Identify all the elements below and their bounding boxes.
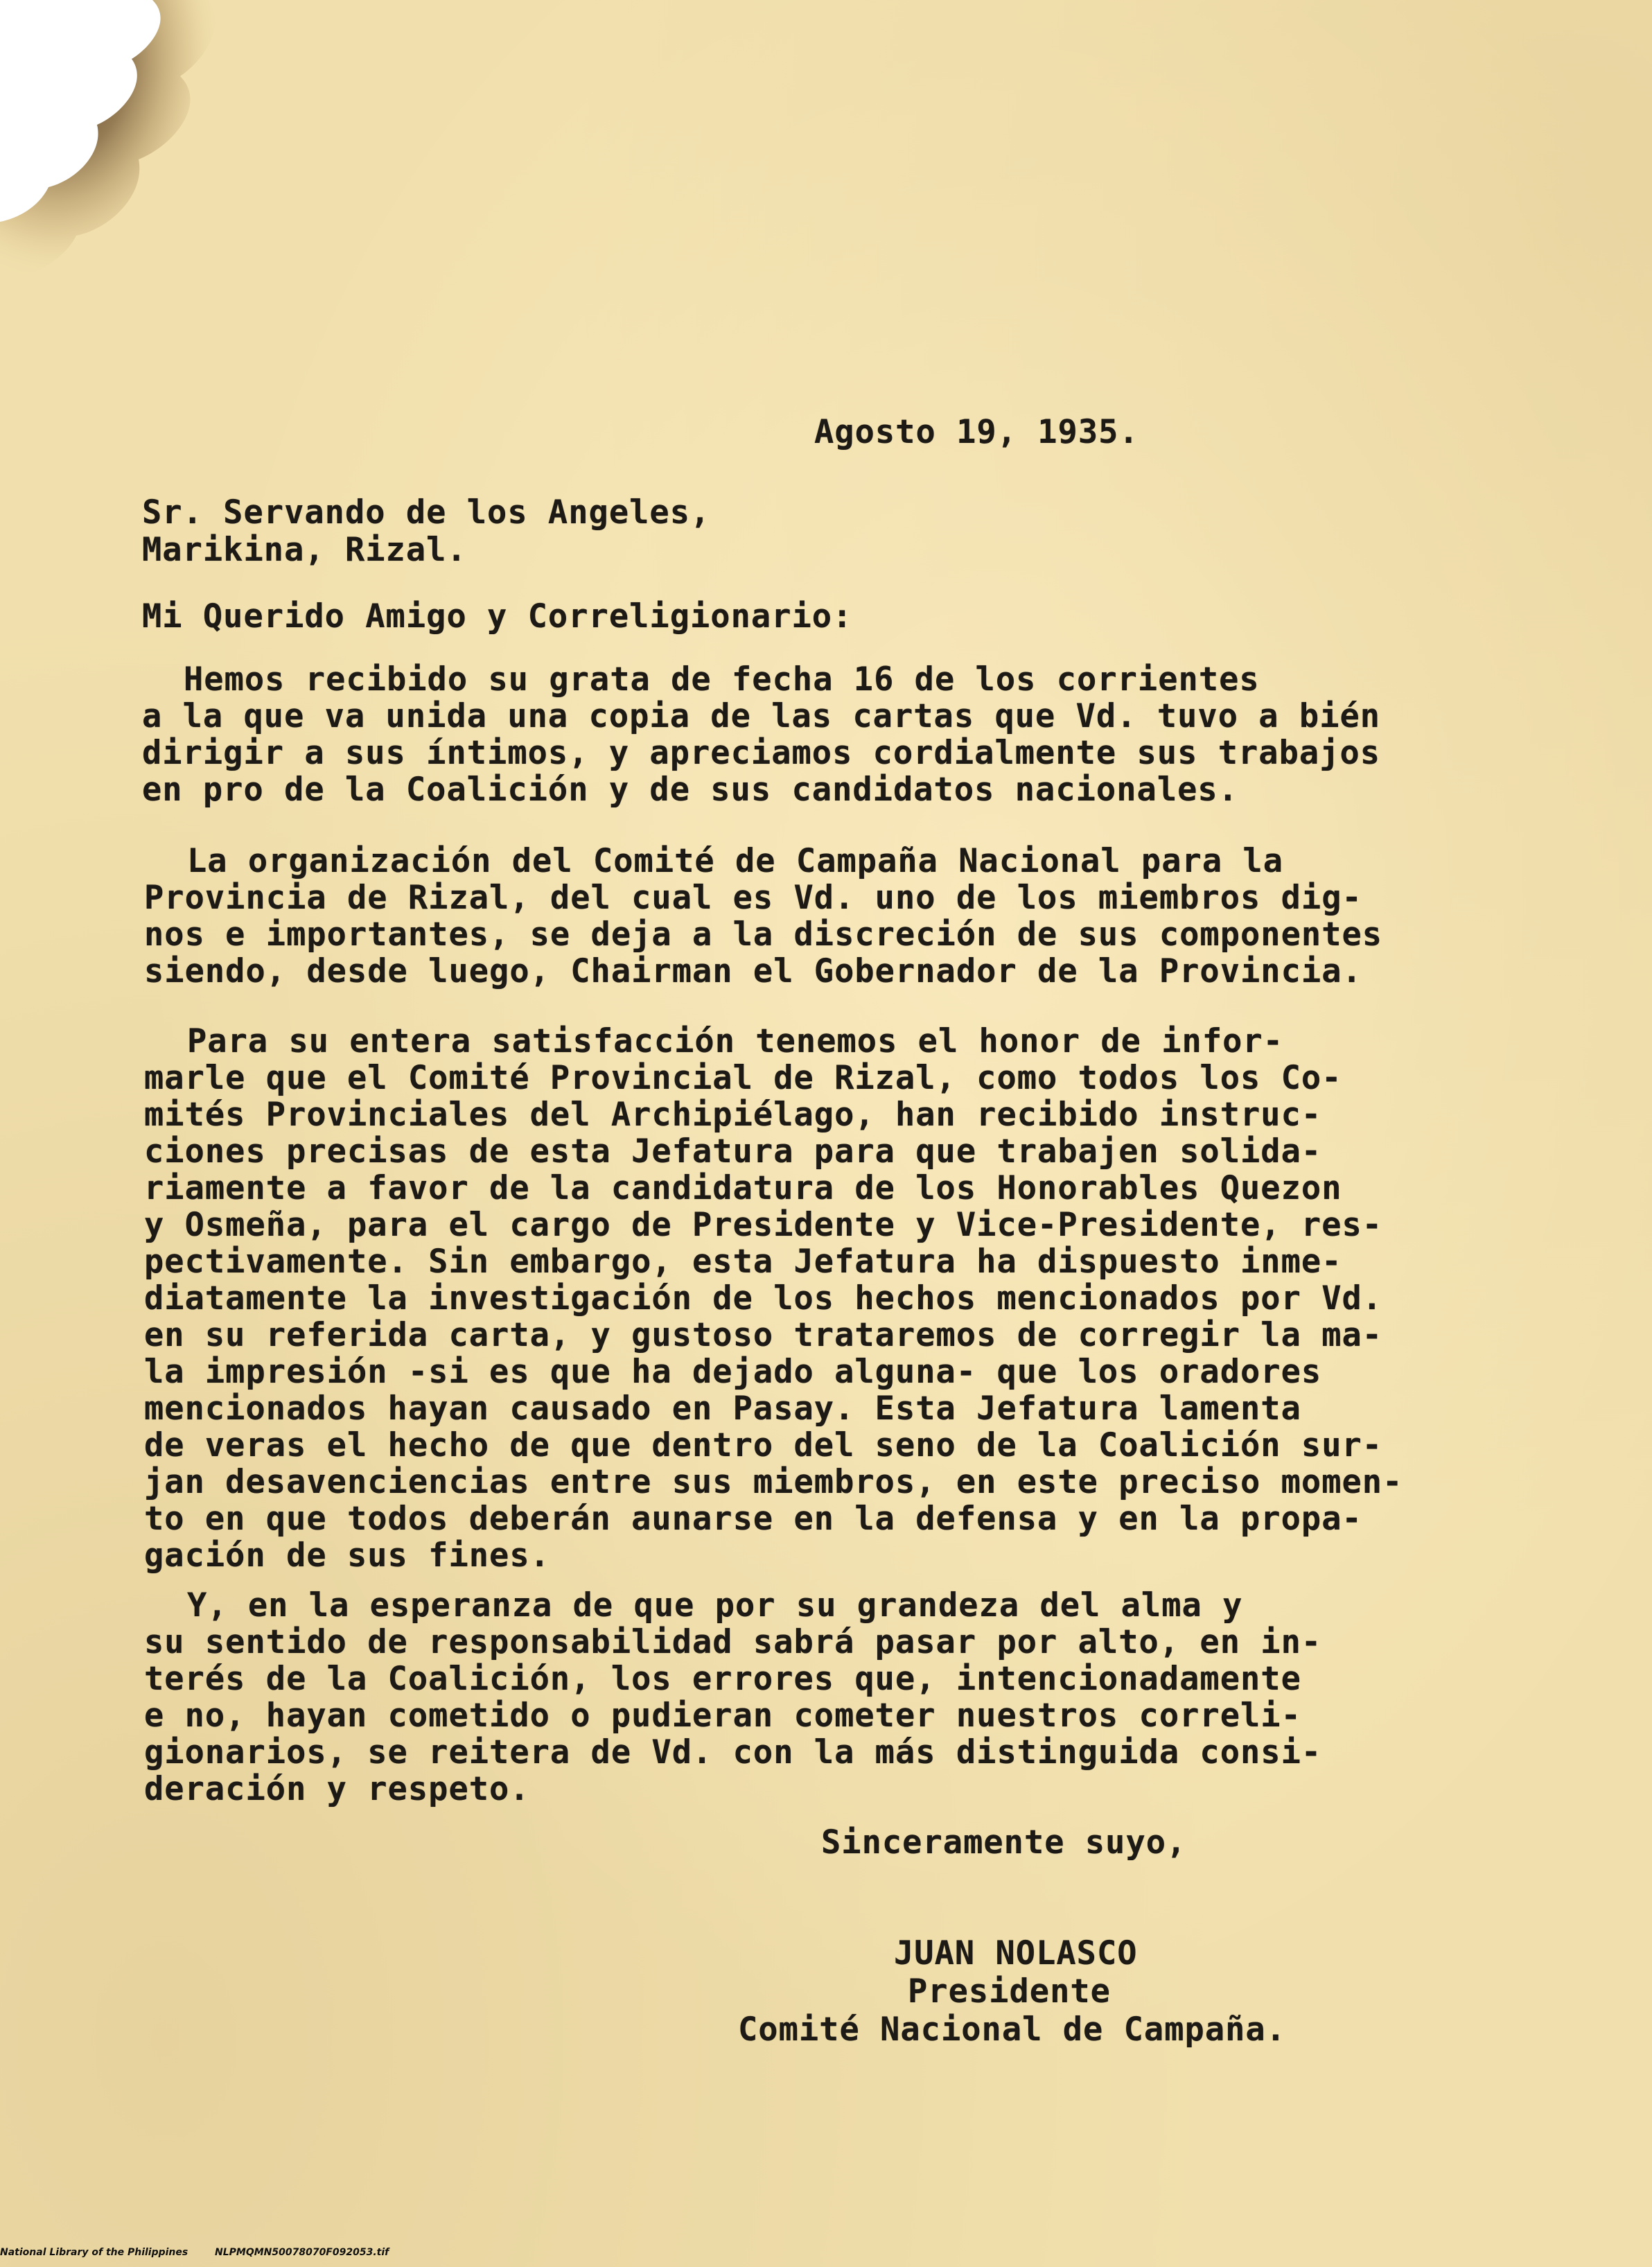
paragraph-line: e no, hayan cometido o pudieran cometer nuestros correli- bbox=[144, 1697, 1301, 1735]
paragraph-1 bbox=[142, 660, 1381, 809]
paragraph-line: en su referida carta, y gustoso trataremos de corregir la ma- bbox=[144, 1316, 1383, 1354]
paragraph-line: en pro de la Coalición y de sus candidatos nacionales. bbox=[142, 771, 1239, 809]
paragraph-line: Hemos recibido su grata de fecha 16 de los corrientes bbox=[184, 660, 1260, 699]
paragraph-line: mités Provinciales del Archipiélago, han recibido instruc- bbox=[144, 1096, 1322, 1134]
paragraph-line: marle que el Comité Provincial de Rizal, como todos los Co- bbox=[144, 1059, 1342, 1097]
paragraph-4 bbox=[144, 1586, 1322, 1808]
paragraph-line: nos e importantes, se deja a la discreción de sus componentes bbox=[144, 916, 1383, 954]
paragraph-line: de veras el hecho de que dentro del seno de la Coalición sur- bbox=[144, 1426, 1383, 1464]
signature-name: JUAN NOLASCO bbox=[894, 1934, 1138, 1972]
paragraph-line: Provincia de Rizal, del cual es Vd. uno de los miembros dig- bbox=[144, 879, 1362, 917]
paragraph-line: su sentido de responsabilidad sabrá pasar por alto, en in- bbox=[144, 1623, 1322, 1661]
paragraph-line: La organización del Comité de Campaña Nacional para la bbox=[187, 842, 1284, 880]
paragraph-3 bbox=[144, 1022, 1403, 1575]
paragraph-line: y Osmeña, para el cargo de Presidente y Vice-Presidente, res- bbox=[144, 1206, 1383, 1244]
paragraph-line: mencionados hayan causado en Pasay. Esta Jefatura lamenta bbox=[144, 1390, 1301, 1428]
paragraph-line: jan desavenciencias entre sus miembros, en este preciso momen- bbox=[144, 1463, 1403, 1501]
paragraph-line: deración y respeto. bbox=[144, 1770, 530, 1808]
paragraph-line: diatamente la investigación de los hechos mencionados por Vd. bbox=[144, 1279, 1383, 1318]
letter-date: Agosto 19, 1935. bbox=[814, 413, 1139, 451]
paragraph-line: Para su entera satisfacción tenemos el honor de infor- bbox=[187, 1022, 1284, 1060]
paragraph-line: la impresión -si es que ha dejado alguna- que los oradores bbox=[144, 1353, 1322, 1391]
paragraph-line: a la que va unida una copia de las cartas que Vd. tuvo a bién bbox=[142, 697, 1381, 735]
salutation: Mi Querido Amigo y Correligionario: bbox=[142, 597, 853, 636]
closing: Sinceramente suyo, bbox=[821, 1823, 1187, 1862]
paragraph-line: dirigir a sus íntimos, y apreciamos cordialmente sus trabajos bbox=[142, 734, 1381, 772]
paragraph-2 bbox=[144, 842, 1383, 990]
paragraph-line: terés de la Coalición, los errores que, intencionadamente bbox=[144, 1660, 1301, 1698]
paragraph-line: siendo, desde luego, Chairman el Gobernador de la Provincia. bbox=[144, 952, 1362, 990]
paragraph-line: riamente a favor de la candidatura de los Honorables Quezon bbox=[144, 1169, 1342, 1207]
paragraph-line: gación de sus fines. bbox=[144, 1537, 550, 1575]
paragraph-line: to en que todos deberán aunarse en la defensa y en la propa- bbox=[144, 1500, 1362, 1538]
paragraph-line: gionarios, se reitera de Vd. con la más distinguida consi- bbox=[144, 1733, 1322, 1771]
signature-organization: Comité Nacional de Campaña. bbox=[738, 2011, 1287, 2049]
paragraph-line: ciones precisas de esta Jefatura para que trabajen solida- bbox=[144, 1132, 1322, 1171]
recipient-name: Sr. Servando de los Angeles, bbox=[142, 493, 711, 532]
paragraph-line: pectivamente. Sin embargo, esta Jefatura ha dispuesto inme- bbox=[144, 1243, 1342, 1281]
footer-library-credit: National Library of the Philippines bbox=[0, 2247, 188, 2258]
recipient-address: Marikina, Rizal. bbox=[142, 531, 467, 569]
footer-file-id: NLPMQMN50078070F092053.tif bbox=[215, 2247, 389, 2258]
paragraph-line: Y, en la esperanza de que por su grandeza del alma y bbox=[187, 1586, 1243, 1625]
signature-title: Presidente bbox=[908, 1972, 1111, 2011]
